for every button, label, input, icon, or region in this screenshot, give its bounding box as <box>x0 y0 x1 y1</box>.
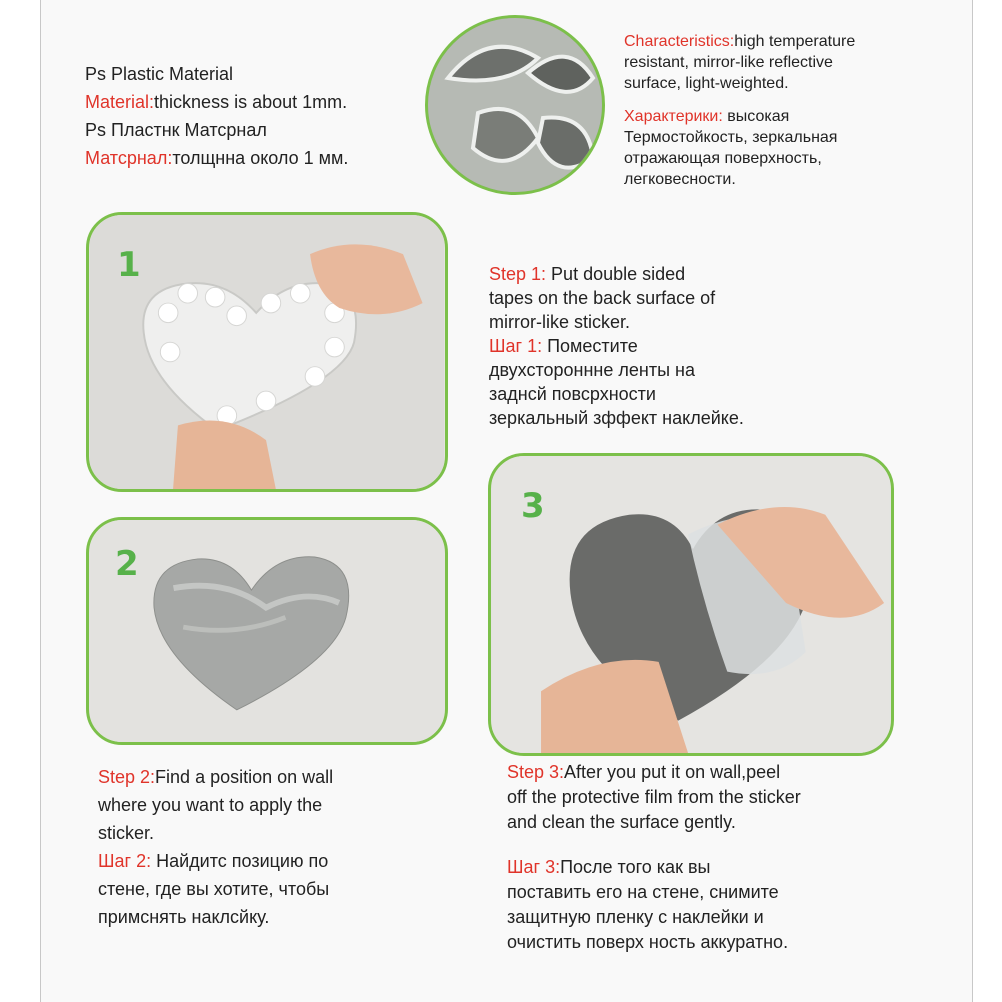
step2-en-label: Step 2: <box>98 767 156 787</box>
step3-en-line2: off the protective film from the sticker <box>507 787 801 807</box>
step1-en-line1: Put double sided <box>546 264 686 284</box>
step1-en-line3: mirror-like sticker. <box>489 312 631 332</box>
step3-ru-line2: поставить его на стене, снимите <box>507 882 779 902</box>
material-ru-label: Матсрнал: <box>85 148 173 168</box>
step3-ru-label: Шаг 3: <box>507 857 561 877</box>
material-block <box>85 62 348 170</box>
characteristics-ru-line3: отражающая поверхность, <box>624 150 822 167</box>
step2-ru-line2: стене, где вы хотите, чтобы <box>98 879 330 899</box>
step3-text <box>507 760 801 955</box>
step1-ru-line4: зеркальный зффект наклейке. <box>489 408 744 428</box>
step2-ru-line1: Найдитс позицию по <box>151 851 329 871</box>
material-en-label: Material: <box>85 92 155 112</box>
step3-en-label: Step 3: <box>507 762 565 782</box>
step2-en-line2: where you want to apply the <box>98 795 323 815</box>
step3-en-line1: After you put it on wall,peel <box>564 762 781 782</box>
characteristics-ru-label: Характерики: <box>624 108 723 125</box>
material-en-title: Ps Plastic Material <box>85 64 234 84</box>
step2-ru-line3: примснять наклсйку. <box>98 907 270 927</box>
characteristics-ru-line4: легковесности. <box>624 171 736 188</box>
step1-ru-line3: заднсй повсрхности <box>489 384 656 404</box>
step2-photo <box>86 517 448 745</box>
step3-ru-line1: После того как вы <box>560 857 711 877</box>
step3-ru-line3: защитную пленку с наклейки и <box>507 907 764 927</box>
step2-number: 2 <box>115 544 139 584</box>
material-ru-value: толщнна около 1 мм. <box>172 148 349 168</box>
step1-heart-picture <box>89 215 445 489</box>
characteristics-en-line2: resistant, mirror-like reflective <box>624 54 833 71</box>
step2-en-line1: Find a position on wall <box>155 767 334 787</box>
step1-ru-label: Шаг 1: <box>489 336 543 356</box>
step1-en-label: Step 1: <box>489 264 547 284</box>
characteristics-block <box>624 31 855 190</box>
step2-heart-picture <box>89 520 445 742</box>
step1-photo <box>86 212 448 492</box>
step1-text <box>489 262 744 430</box>
step3-number: 3 <box>521 486 545 526</box>
step1-number: 1 <box>117 245 141 285</box>
step3-en-line3: and clean the surface gently. <box>507 812 736 832</box>
mirror-butterfly-picture <box>428 18 602 192</box>
step3-heart-picture <box>491 456 891 753</box>
step3-ru-line4: очистить поверх ность аккуратно. <box>507 932 789 952</box>
mirror-closeup-image <box>425 15 605 195</box>
step1-en-line2: tapes on the back surface of <box>489 288 716 308</box>
characteristics-ru-line1: высокая <box>722 108 790 125</box>
characteristics-ru-line2: Термостойкость, зеркальная <box>624 129 838 146</box>
characteristics-en-label: Characteristics: <box>624 33 735 50</box>
characteristics-en-line3: surface, light-weighted. <box>624 75 789 92</box>
material-ru-title: Ps Пластнк Матсрнал <box>85 120 267 140</box>
step2-text <box>98 763 333 931</box>
step1-ru-line1: Поместите <box>542 336 638 356</box>
step3-photo <box>488 453 894 756</box>
characteristics-en-line1: high temperature <box>734 33 856 50</box>
material-en-value: thickness is about 1mm. <box>154 92 348 112</box>
step2-en-line3: sticker. <box>98 823 155 843</box>
step1-ru-line2: двухстороннне ленты на <box>489 360 695 380</box>
step2-ru-label: Шаг 2: <box>98 851 152 871</box>
